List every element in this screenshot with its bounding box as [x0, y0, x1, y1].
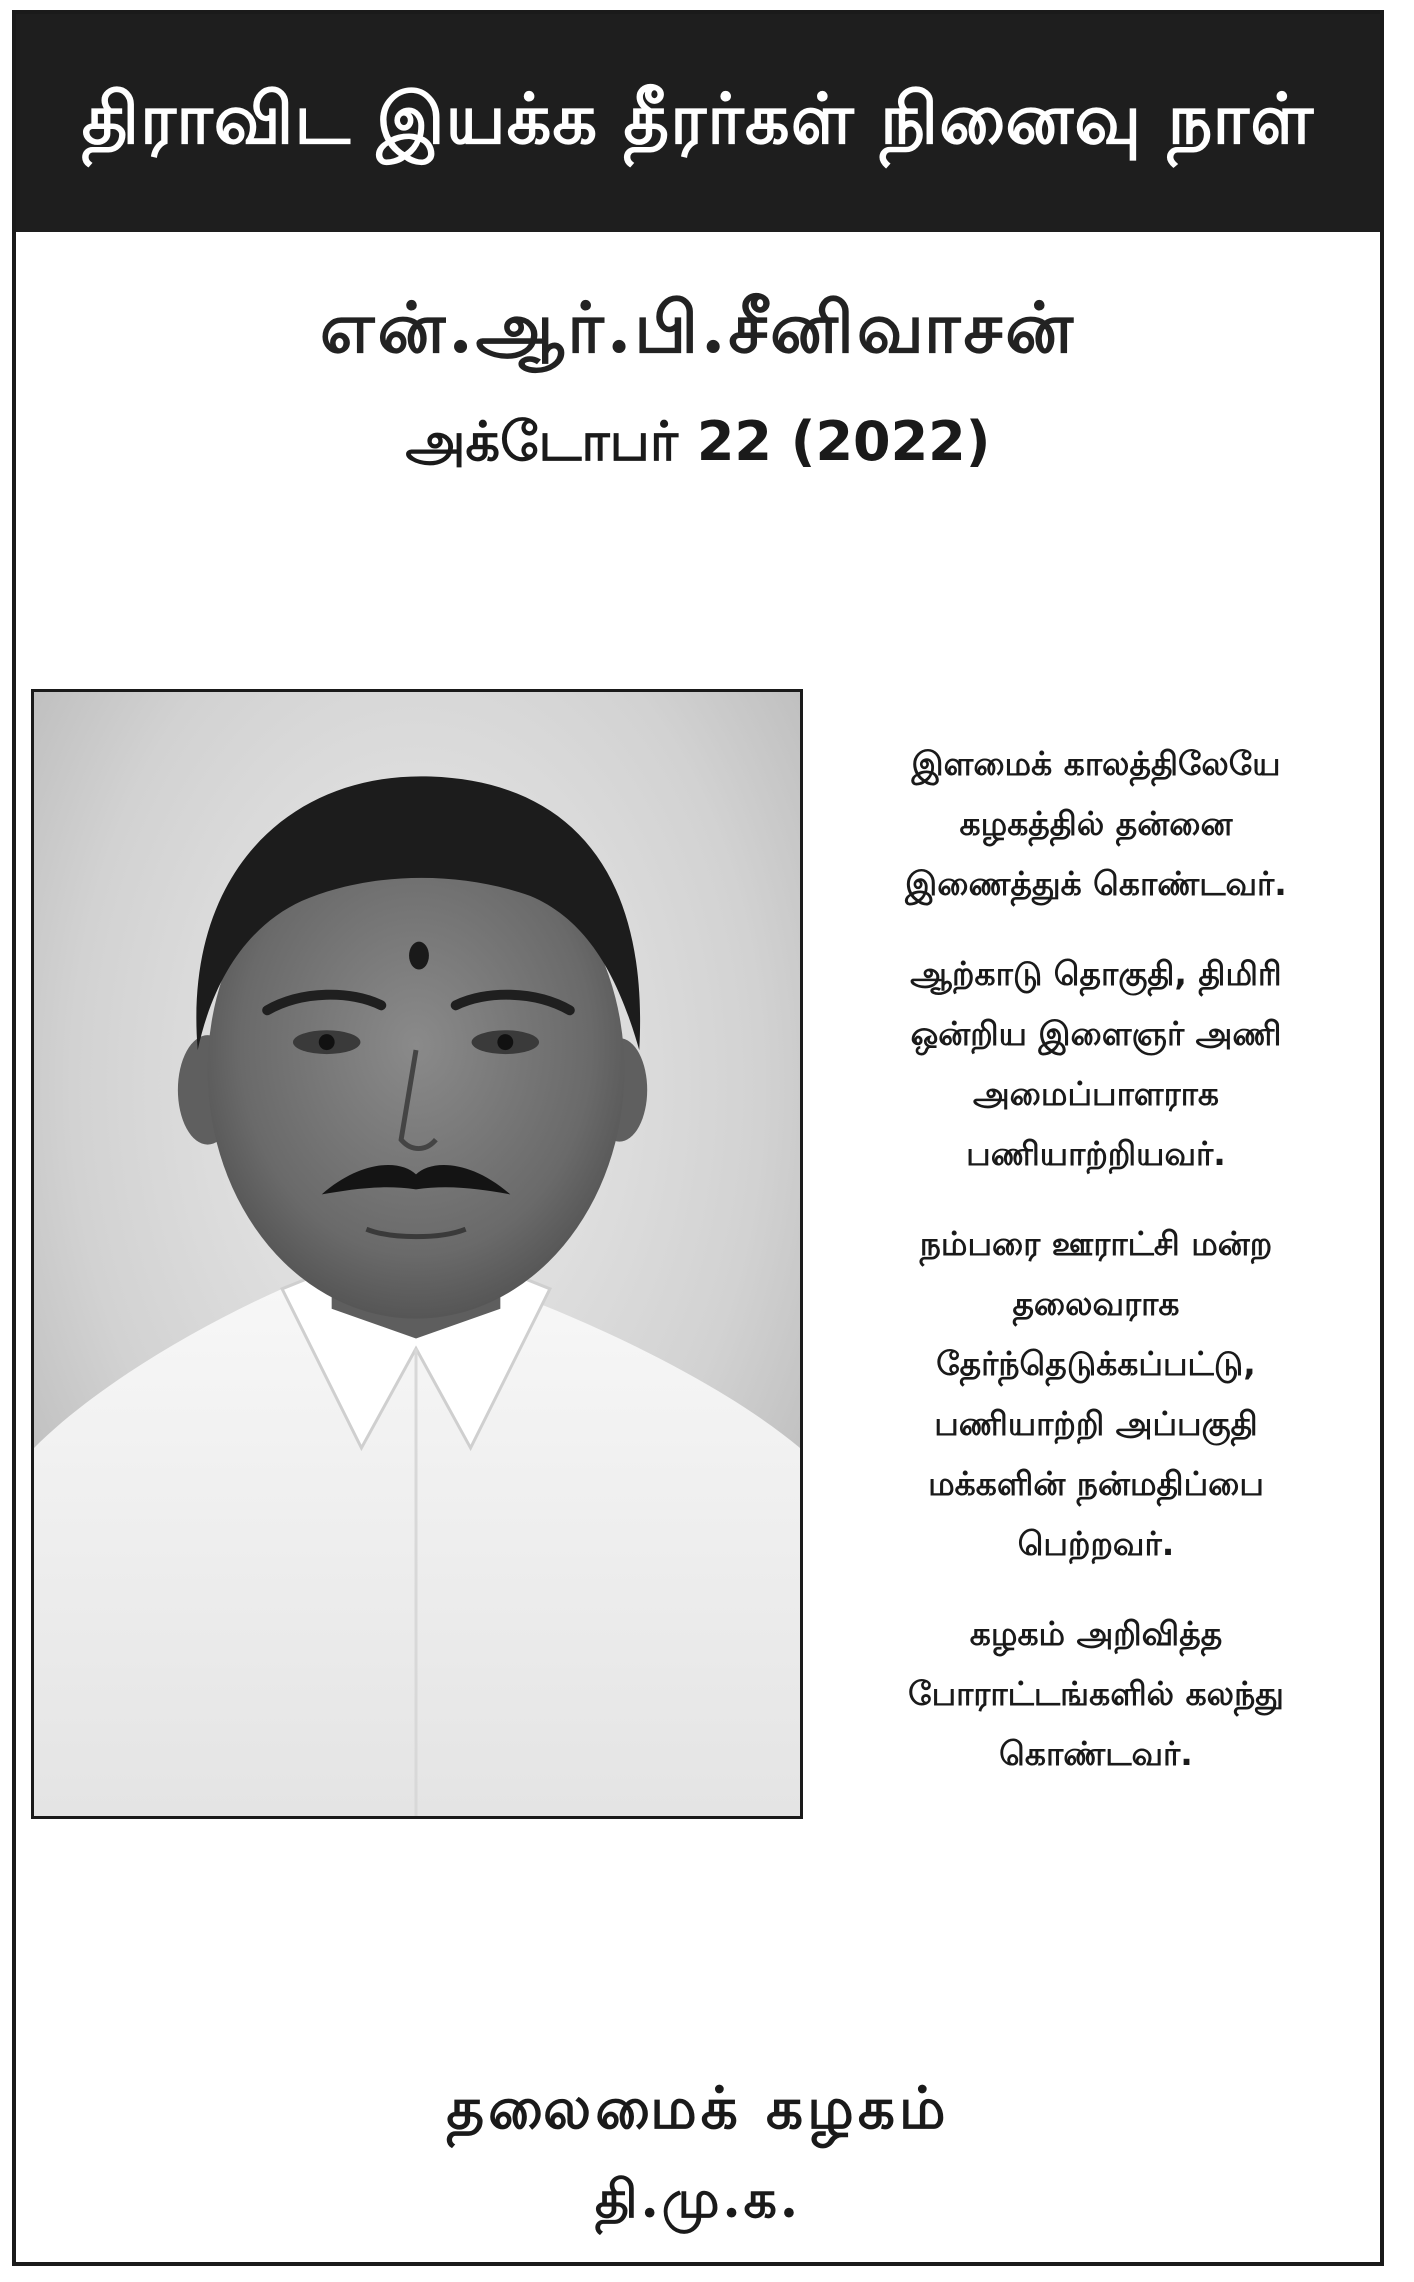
bio-line: போராட்டங்களில் கலந்து — [908, 1674, 1284, 1713]
bio-line: பணியாற்றியவர். — [966, 1134, 1226, 1173]
bio-line: தேர்ந்தெடுக்கப்பட்டு, — [936, 1344, 1256, 1383]
bio-line: நம்பரை ஊராட்சி மன்ற — [919, 1224, 1273, 1263]
bio-line: ஆற்காடு தொகுதி, திமிரி — [910, 954, 1282, 993]
memorial-date: அக்டோபர் 22 (2022) — [405, 410, 991, 473]
footer-organization: தலைமைக் கழகம் — [446, 2074, 950, 2142]
portrait-photo — [31, 689, 803, 1819]
bio-line: கொண்டவர். — [999, 1734, 1193, 1773]
bio-line: அமைப்பாளராக — [973, 1074, 1219, 1113]
bio-line: பணியாற்றி அப்பகுதி — [934, 1404, 1258, 1443]
bio-line: இளமைக் காலத்திலேயே — [911, 744, 1281, 783]
bio-line: கழகம் அறிவித்த — [969, 1614, 1223, 1653]
portrait-illustration — [34, 692, 800, 1816]
bio-line: ஒன்றிய இளைஞர் அணி — [910, 1014, 1282, 1053]
header-band — [16, 14, 1380, 232]
biography — [816, 734, 1376, 1814]
bio-line: இணைத்துக் கொண்டவர். — [905, 864, 1287, 903]
footer-party: தி.மு.க. — [595, 2169, 801, 2230]
header-title: திராவிட இயக்க தீரர்கள் நினைவு நாள் — [81, 77, 1315, 160]
memorial-notice — [12, 10, 1384, 2266]
bio-paragraph — [816, 734, 1376, 914]
bio-line: மக்களின் நன்மதிப்பை — [928, 1464, 1264, 1503]
bio-line: தலைவராக — [1012, 1284, 1180, 1323]
bio-paragraph — [816, 1214, 1376, 1574]
bio-line: பெற்றவர். — [1017, 1524, 1175, 1563]
bio-line: கழகத்தில் தன்னை — [959, 804, 1233, 843]
bio-paragraph — [816, 1604, 1376, 1784]
person-name: என்.ஆர்.பி.சீனிவாசன் — [319, 286, 1077, 369]
bio-paragraph — [816, 944, 1376, 1184]
